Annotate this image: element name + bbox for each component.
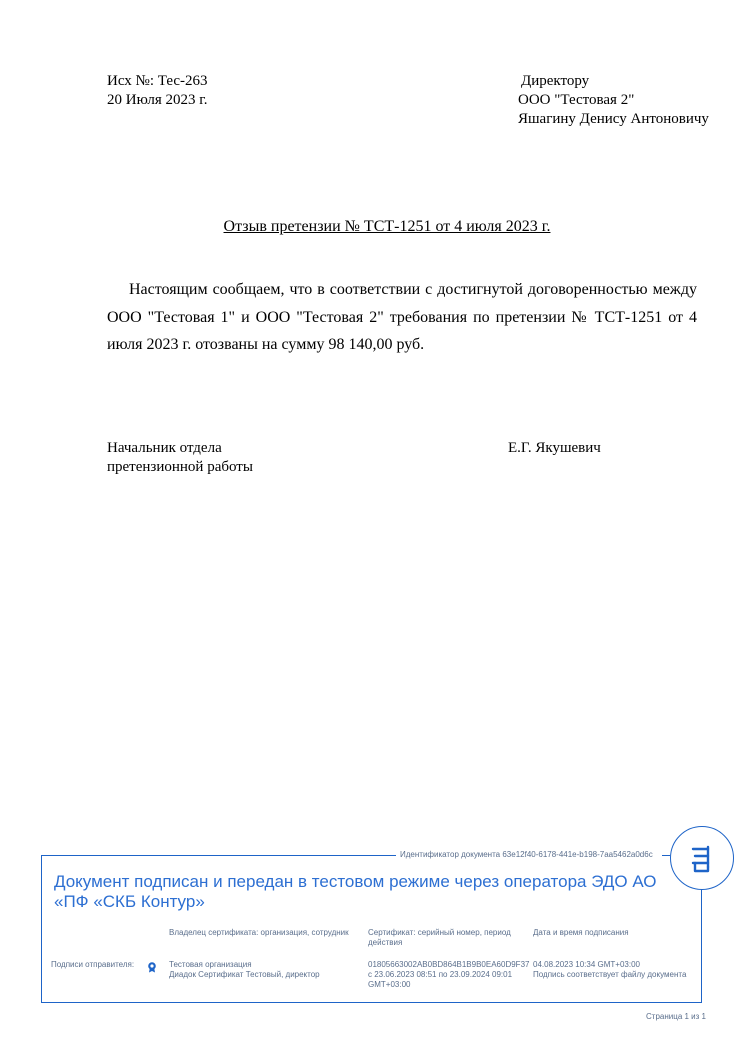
- page-number: Страница 1 из 1: [646, 1012, 706, 1021]
- certificate-info: [368, 960, 530, 990]
- addressee-block: [518, 72, 709, 129]
- ref-number: Исх №: Тес-263: [107, 73, 208, 89]
- owner-organization: Тестовая организация: [169, 960, 252, 969]
- signer-position-line: претензионной работы: [107, 459, 253, 475]
- date-column-header: Дата и время подписания: [533, 928, 629, 937]
- seal-icon: [147, 960, 157, 978]
- stamp-heading: Документ подписан и передан в тестовом режиме через оператора ЭДО АО «ПФ «СКБ Контур»: [54, 872, 657, 911]
- stamp-border-top: [662, 855, 670, 856]
- owner-employee: Диадок Сертификат Тестовый, директор: [169, 970, 320, 979]
- certificate-timezone: GMT+03:00: [368, 980, 411, 989]
- body-paragraph: Настоящим сообщаем, что в соответствии с достигнутой договоренностью между ООО "Тестовая 1" и ООО "Тестовая 2" требования по претензии № ТСТ-1251 от 4 июля 2023 г. отозваны на сумму 98 140,00 руб.: [107, 281, 697, 353]
- certificate-column-header: Сертификат: серийный номер, период действия: [368, 928, 511, 947]
- signer-position: [107, 439, 253, 477]
- reference-block: [107, 72, 208, 110]
- certificate-owner: [169, 960, 359, 980]
- ref-date: 20 Июля 2023 г.: [107, 92, 208, 108]
- certificate-serial: 01805663002AB0BD864B1B9B0EA60D9F37: [368, 960, 530, 969]
- stamp-border-top: [41, 855, 396, 856]
- certificate-period: с 23.06.2023 08:51 по 23.09.2024 09:01: [368, 970, 513, 979]
- letter-body: [107, 276, 697, 359]
- signer-name: Е.Г. Якушевич: [508, 440, 601, 456]
- letter-title: Отзыв претензии № ТСТ-1251 от 4 июля 2023 г.: [223, 218, 551, 235]
- signature-status: Подпись соответствует файлу документа: [533, 970, 687, 979]
- owner-column-header: Владелец сертификата: организация, сотрудник: [169, 928, 349, 937]
- signing-date: [533, 960, 698, 980]
- addressee-line: ООО "Тестовая 2": [518, 92, 635, 108]
- addressee-line: Яшагину Денису Антоновичу: [518, 111, 709, 127]
- signing-datetime: 04.08.2023 10:34 GMT+03:00: [533, 960, 640, 969]
- signer-position-line: Начальник отдела: [107, 440, 222, 456]
- document-id: Идентификатор документа 63e12f40-6178-441e-b198-7aa5462a0d6c: [400, 850, 653, 859]
- addressee-line: Директору: [521, 73, 590, 89]
- sender-signatures-label: Подписи отправителя:: [51, 960, 135, 969]
